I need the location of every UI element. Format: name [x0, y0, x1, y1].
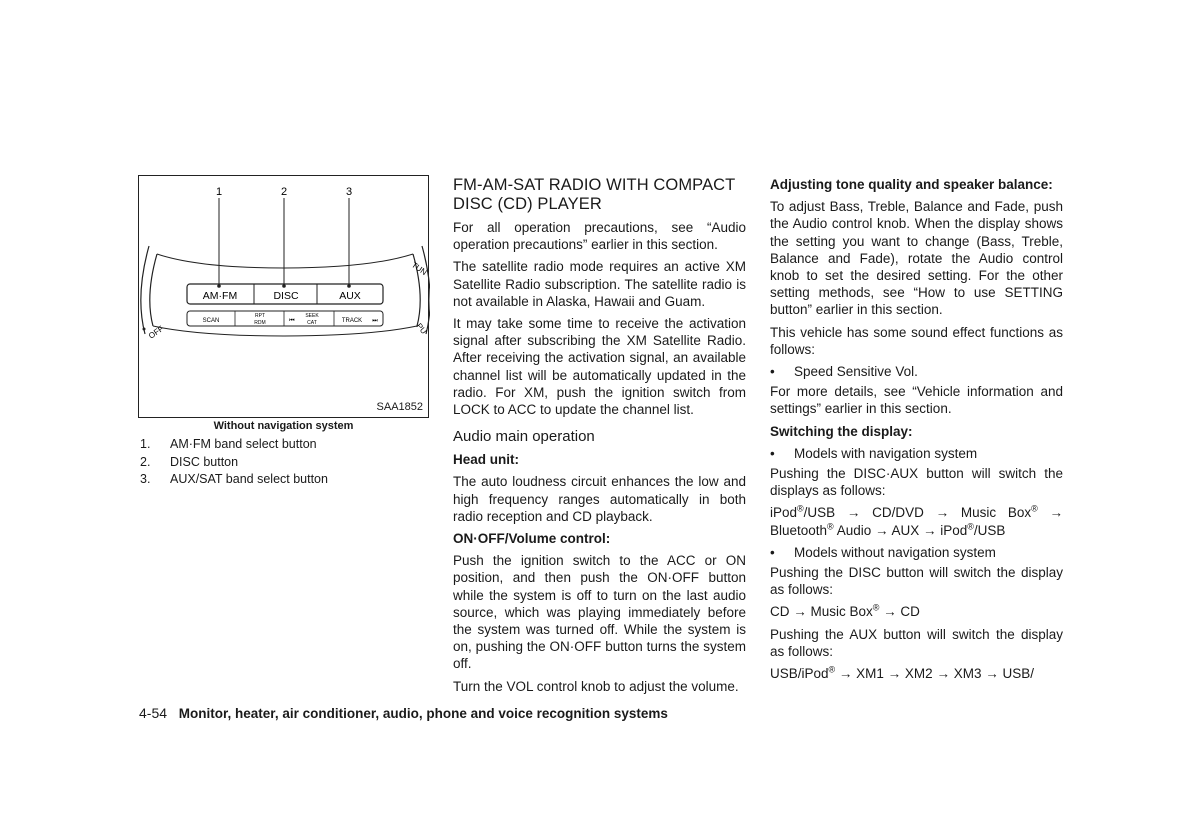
legend-item: [140, 454, 328, 472]
callout-1: 1: [215, 186, 223, 198]
onoff-paragraph: Push the ignition switch to the ACC or ON position, and then push the ON·OFF button while the system is off to turn on the last audio source, which was playing immediately before the system was turned off. While the system is on, pushing the ON·OFF button turns the system off.: [453, 553, 746, 672]
callout-3: 3: [345, 186, 353, 198]
sound-effects-paragraph: This vehicle has some sound effect functions as follows:: [770, 324, 1063, 357]
callout-dot-1: [217, 284, 221, 288]
cat-button-label: CAT: [307, 320, 317, 326]
activation-paragraph: It may take some time to receive the activation signal after subscribing the XM Satellite Radio. After receiving the activation signal, an available channel list will be automatically updated in the radio. For XM, push the ignition switch from LOCK to ACC to update the channel list.: [453, 316, 746, 418]
middle-column: [453, 176, 746, 700]
rdm-button-label: RDM: [254, 320, 266, 326]
nav-push-paragraph: Pushing the DISC·AUX button will switch the displays as follows:: [770, 466, 1063, 499]
page-number: 4-54: [139, 705, 168, 721]
bullet-text: Speed Sensitive Vol.: [794, 364, 918, 380]
panel-top-edge: [157, 254, 413, 268]
bullet-item: [770, 445, 1063, 462]
disc-button-label: DISC: [273, 290, 299, 302]
switch-display-heading: Switching the display:: [770, 423, 913, 439]
bullet-dot-icon: •: [770, 364, 775, 380]
precautions-paragraph: For all operation precautions, see “Audio operation precautions” earlier in this section.: [453, 220, 746, 253]
seek-button-label: SEEK: [305, 313, 319, 319]
callout-dot-3: [347, 284, 351, 288]
left-knob-inner-arc: [150, 254, 157, 326]
aux-sequence: [770, 665, 1063, 682]
registered-mark: ®: [872, 602, 880, 613]
legend-number: 1.: [140, 437, 151, 451]
head-unit-heading: Head unit:: [453, 452, 519, 468]
seq-text: → CD: [879, 604, 920, 620]
seq-text: iPod: [770, 505, 798, 521]
satellite-paragraph: The satellite radio mode requires an active XM Satellite Radio subscription. The satellite radio is not available in Alaska, Hawaii and Guam.: [453, 259, 746, 309]
tune-knob-label: TUN: [409, 260, 429, 278]
registered-mark: ®: [967, 521, 974, 532]
legend-item: [140, 436, 328, 454]
figure-caption: Without navigation system: [213, 420, 354, 432]
registered-mark: ®: [797, 503, 804, 514]
bullet-dot-icon: •: [770, 544, 775, 560]
registered-mark: ®: [827, 521, 834, 532]
figure-code: SAA1852: [376, 401, 423, 413]
seq-text: USB/iPod: [770, 666, 829, 682]
tone-paragraph: To adjust Bass, Treble, Balance and Fade, push the Audio control knob. When the display shows the setting you want to change (Bass, Treble, Balance and Fade), rotate the Audio control knob to set the desired setting. For the other setting methods, see “How to use SETTING button” earlier in this section.: [770, 199, 1063, 318]
panel-bottom-edge: [153, 326, 417, 336]
chapter-title: Monitor, heater, air conditioner, audio, phone and voice recognition systems: [178, 706, 668, 721]
seq-text: Audio → AUX → iPod: [833, 522, 968, 538]
right-column: [770, 176, 1063, 687]
off-knob-label: OFF: [146, 324, 166, 341]
callout-dot-2: [282, 284, 286, 288]
details-paragraph: For more details, see “Vehicle information and settings” earlier in this section.: [770, 384, 1063, 417]
right-knob-arc: [422, 246, 430, 334]
legend-number: 3.: [140, 472, 151, 486]
legend-text: AUX/SAT band select button: [170, 472, 328, 486]
disc-sequence: [770, 603, 1063, 620]
legend-text: AM·FM band select button: [170, 437, 317, 451]
tone-heading: Adjusting tone quality and speaker balance:: [770, 177, 1053, 192]
disc-push-paragraph: Pushing the DISC button will switch the display as follows:: [770, 565, 1063, 598]
bullet-item: [770, 544, 1063, 561]
nav-sequence: [770, 504, 1063, 538]
seq-text: /USB: [973, 522, 1006, 538]
legend-number: 2.: [140, 454, 151, 469]
bullet-text: Models without navigation system: [794, 544, 996, 560]
head-unit-illustration: [139, 176, 430, 419]
track-forward-icon: ⏭: [372, 318, 378, 324]
aux-button-label: AUX: [339, 290, 361, 302]
seek-back-icon: ⏮: [289, 318, 295, 324]
rpt-button-label: RPT: [255, 313, 265, 319]
track-button-label: TRACK: [341, 318, 363, 324]
left-knob-arc: [141, 246, 149, 334]
aux-push-paragraph: Pushing the AUX button will switch the display as follows:: [770, 626, 1063, 659]
off-indicator-dot: [143, 328, 146, 331]
volume-paragraph: Turn the VOL control knob to adjust the volume.: [453, 678, 739, 694]
callout-2: 2: [280, 186, 288, 198]
seq-text: → XM1 → XM2 → XM3 → USB/: [835, 666, 1034, 682]
legend-text: DISC button: [170, 454, 239, 469]
legend-item: [140, 471, 328, 489]
bullet-dot-icon: •: [770, 445, 775, 461]
bullet-item: [770, 363, 1063, 380]
bullet-text: Models with navigation system: [794, 445, 978, 461]
page-footer: [139, 705, 668, 721]
head-unit-figure: [138, 175, 429, 418]
scan-button-label: SCAN: [202, 318, 220, 324]
figure-legend: [140, 436, 328, 489]
push-knob-label: PU: [414, 321, 429, 336]
head-unit-paragraph: The auto loudness circuit enhances the low and high frequency ranges automatically in both radio reception and CD playback.: [453, 474, 746, 524]
seq-text: CD → Music Box: [770, 604, 873, 620]
onoff-heading: ON·OFF/Volume control:: [453, 531, 611, 547]
registered-mark: ®: [1031, 503, 1038, 514]
subsection-title: Audio main operation: [453, 428, 595, 446]
seq-text: → Bluetooth: [770, 505, 1063, 538]
section-title: FM-AM-SAT RADIO WITH COMPACT DISC (CD) PLAYER: [453, 176, 736, 213]
registered-mark: ®: [828, 664, 836, 675]
seq-text: /USB → CD/DVD → Music Box: [803, 505, 1032, 521]
am-fm-button-label: AM·FM: [202, 290, 238, 302]
